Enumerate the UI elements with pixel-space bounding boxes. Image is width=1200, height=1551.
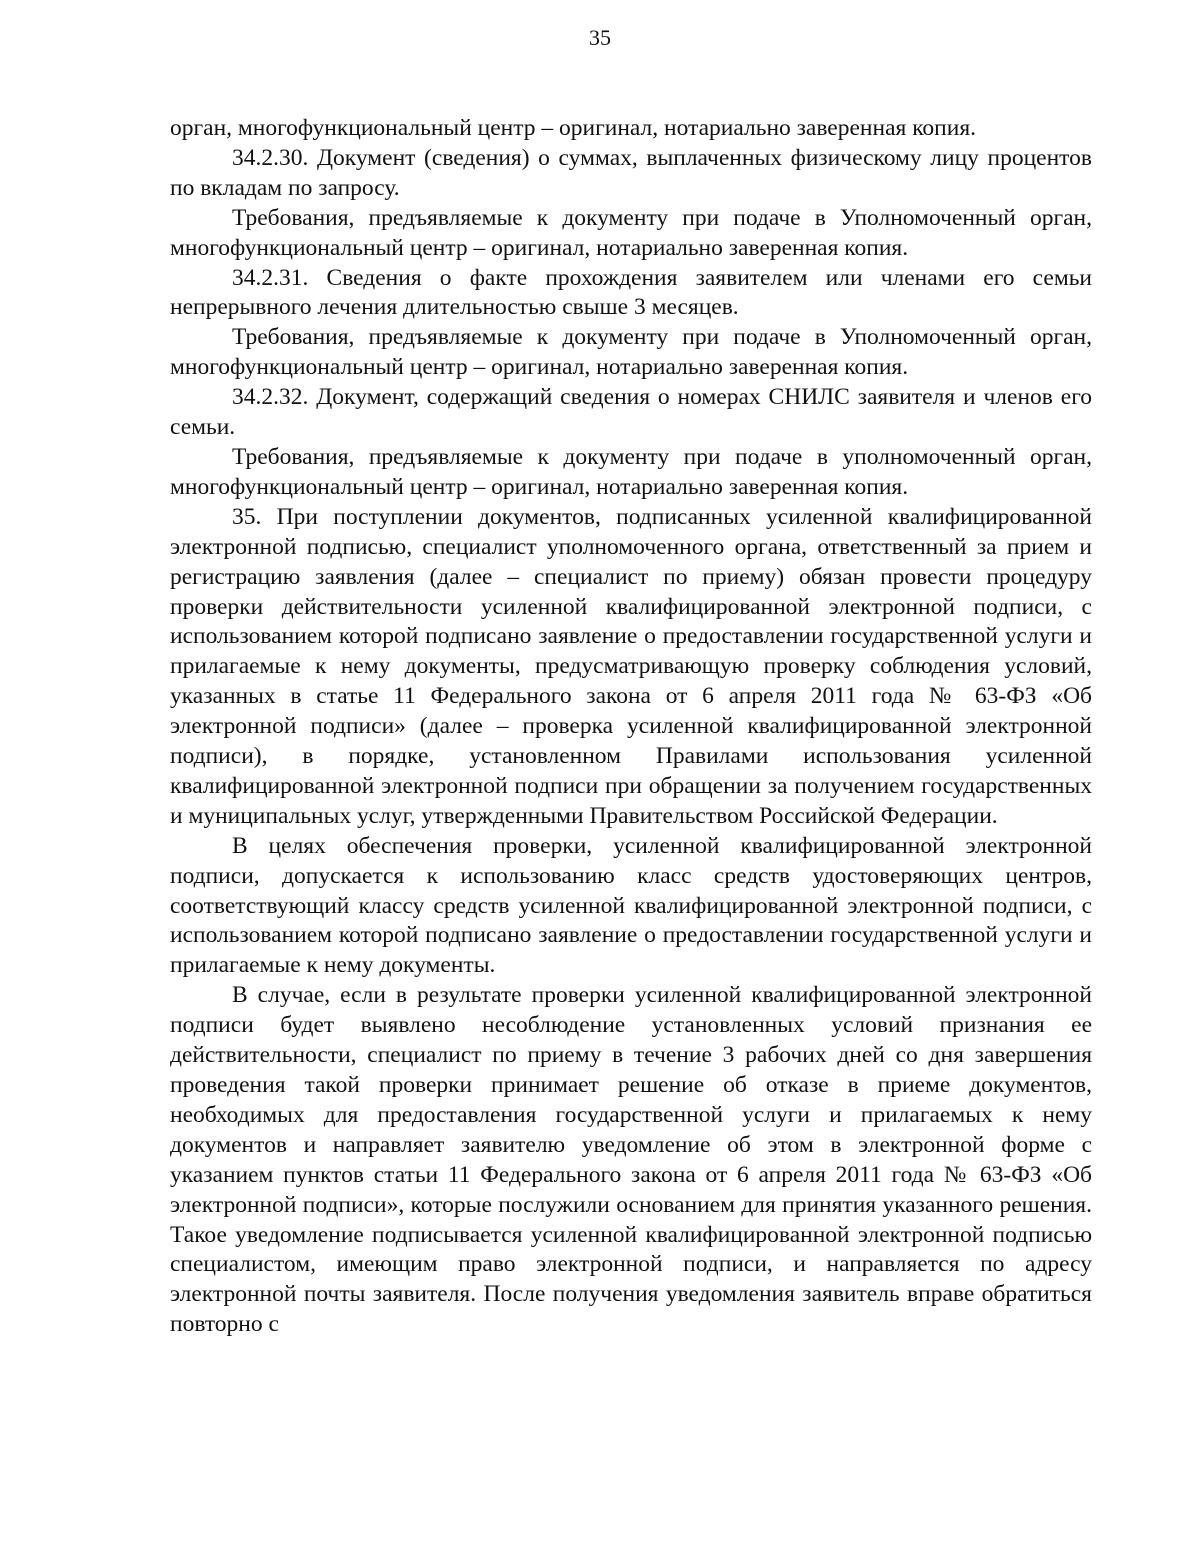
document-body [170,114,1092,1340]
paragraph-requirements-3: Требования, предъявляемые к документу при подаче в уполномоченный орган, многофункциональный центр – оригинал, нотариально заверенная копия. [170,443,1092,500]
paragraph-continuation: орган, многофункциональный центр – оригинал, нотариально заверенная копия. [170,115,976,141]
paragraph-35: 35. При поступлении документов, подписанных усиленной квалифицированной электронной подписью, специалист уполномоченного органа, ответственный за прием и регистрацию заявления (далее – специалист по приему) обязан провести процедуру проверки действительности усиленной квалифицированной электронной подписи, с использованием которой подписано заявление о предоставлении государственной услуги и прилагаемые к нему документы, предусматривающую проверку соблюдения условий, указанных в статье 11 Федерального закона от 6 апреля 2011 года № 63-ФЗ «Об электронной подписи» (далее – проверка усиленной квалифицированной электронной подписи), в порядке, установленном Правилами использования усиленной квалифицированной электронной подписи при обращении за получением государственных и муниципальных услуг, утвержденными Правительством Российской Федерации. [170,503,1092,829]
paragraph-34-2-31: 34.2.31. Сведения о факте прохождения заявителем или членами его семьи непрерывного лечения длительностью свыше 3 месяцев. [170,264,1092,321]
paragraph-34-2-30: 34.2.30. Документ (сведения) о суммах, выплаченных физическому лицу процентов по вкладам по запросу. [170,144,1092,201]
paragraph-requirements-2: Требования, предъявляемые к документу при подаче в Уполномоченный орган, многофункциональный центр – оригинал, нотариально заверенная копия. [170,324,1092,381]
paragraph-signature-check-purpose: В целях обеспечения проверки, усиленной квалифицированной электронной подписи, допускается к использованию класс средств удостоверяющих центров, соответствующий классу средств усиленной квалифицированной электронной подписи, с использованием которой подписано заявление о предоставлении государственной услуги и прилагаемые к нему документы. [170,832,1092,979]
paragraph-34-2-32: 34.2.32. Документ, содержащий сведения о номерах СНИЛС заявителя и членов его семьи. [170,384,1092,441]
page-number: 35 [589,25,611,50]
paragraph-requirements-1: Требования, предъявляемые к документу при подаче в Уполномоченный орган, многофункциональный центр – оригинал, нотариально заверенная копия. [170,204,1092,261]
paragraph-signature-check-failure: В случае, если в результате проверки усиленной квалифицированной электронной подписи будет выявлено несоблюдение установленных условий признания ее действительности, специалист по приему в течение 3 рабочих дней со дня завершения проведения такой проверки принимает решение об отказе в приеме документов, необходимых для предоставления государственной услуги и прилагаемых к нему документов и направляет заявителю уведомление об этом в электронной форме с указанием пунктов статьи 11 Федерального закона от 6 апреля 2011 года № 63-ФЗ «Об электронной подписи», которые послужили основанием для принятия указанного решения. Такое уведомление подписывается усиленной квалифицированной электронной подписью специалистом, имеющим право электронной подписи, и направляется по адресу электронной почты заявителя. После получения уведомления заявитель вправе обратиться повторно с [170,982,1092,1338]
